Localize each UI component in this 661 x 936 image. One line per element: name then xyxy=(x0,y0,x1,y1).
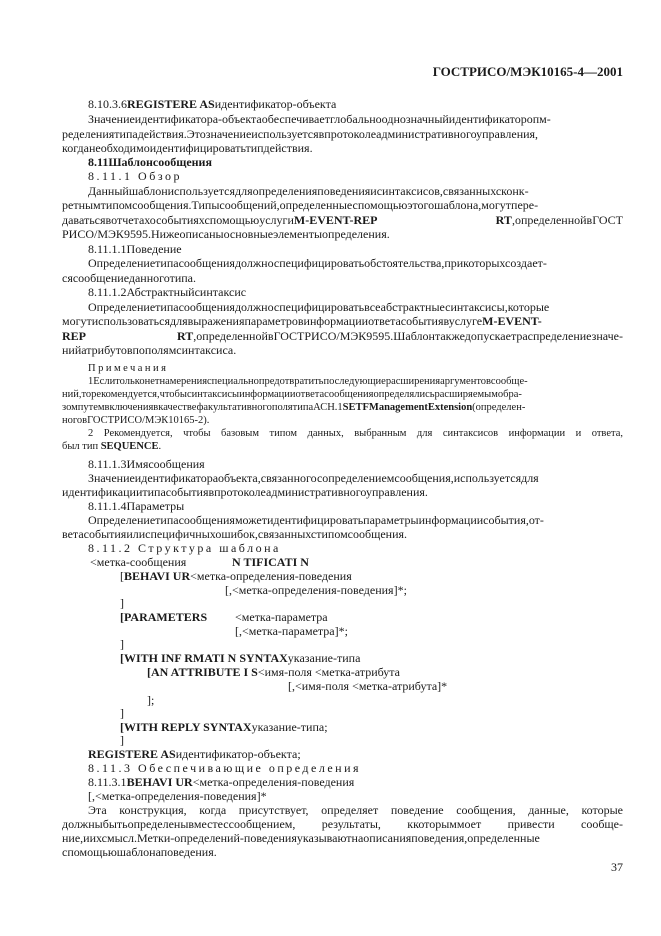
subsection-heading xyxy=(88,775,623,789)
keyword: [PARAMETERS xyxy=(120,610,208,624)
keyword: SETFManagementExtension xyxy=(342,402,473,413)
code-line: [,<метка-параметра]*; xyxy=(235,624,348,638)
subsection-heading: 8.11.1.1Поведение xyxy=(88,242,182,256)
text: . xyxy=(158,441,162,452)
keyword: M-EVENT- xyxy=(482,314,542,328)
paragraph-line: [,<метка-определения-поведения]* xyxy=(88,789,267,803)
text: <метка-параметра xyxy=(235,610,328,624)
code-line xyxy=(120,651,360,665)
notes-heading: Примечания xyxy=(88,363,169,374)
paragraph-line: сясообщениеданноготипа. xyxy=(62,271,197,285)
paragraph-line: ределениятипадействия.Этозначениеиспользуетсявпротоколеадминистративногоуправления, xyxy=(62,127,539,141)
text: (определен- xyxy=(472,402,526,413)
code-line xyxy=(120,569,352,583)
subsection-heading: 8.11.2 Структура шаблона xyxy=(88,541,281,555)
paragraph-line: идентификациитипасобытиявпротоколеадминистративногоуправления. xyxy=(62,485,428,499)
keyword: REGISTERE AS xyxy=(88,747,176,761)
keyword: N TIFICATI N xyxy=(232,555,309,569)
paragraph-line: должныбытьопределенывместессообщением, результаты, ккоторыммоет привести сообще- xyxy=(62,817,623,831)
text: даватьсявотчетахособытияхспомощьюуслуги xyxy=(62,213,294,227)
code-line xyxy=(147,665,400,679)
subsection-heading: 8.11.1.2Абстрактныйсинтаксис xyxy=(88,285,247,299)
text: <имя-поля <метка-атрибута xyxy=(257,665,400,679)
paragraph-line: ветасобытияилиспецифичныхошибок,связанныхстипомсообщения. xyxy=(62,527,408,541)
keyword: [AN ATTRIBUTE I S xyxy=(147,665,258,679)
section-heading: 8.11Шаблонсообщения xyxy=(88,155,212,169)
paragraph-line: Определениетипасообщениядолжноспецифицироватьвсеабстрактныесинтаксисы,которые xyxy=(88,300,550,314)
code-line: ] xyxy=(120,706,124,720)
code-line: ] xyxy=(120,733,124,747)
note-line xyxy=(62,401,623,414)
section-heading xyxy=(88,97,623,111)
code-line: ]; xyxy=(147,693,155,707)
text: идентификатор-объекта xyxy=(214,97,337,111)
code-line: [,<метка-определения-поведения]*; xyxy=(225,583,407,597)
paragraph-line xyxy=(62,329,623,343)
code-line: ] xyxy=(120,596,124,610)
subsection-heading: 8.11.1.3Имясообщения xyxy=(88,457,205,471)
paragraph-line: когданеобходимоидентифицироватьтипдействия. xyxy=(62,141,313,155)
note-line: ний,торекомендуется,чтобысинтаксисыинформацииответасообщенияопределялисьрасширяемымобра- xyxy=(62,389,522,400)
code-line xyxy=(88,747,301,761)
paragraph-line xyxy=(62,314,623,328)
paragraph-line: Определениетипасообщенияможетидентифицироватьпараметрыинформациисобытия,от- xyxy=(88,513,544,527)
text: <метка-определения-поведения xyxy=(192,775,355,789)
paragraph-line xyxy=(62,213,623,227)
paragraph-line: Значениеидентификатораобъекта,связанногосопределениемсообщения,используетсядля xyxy=(88,471,539,485)
text: был тип xyxy=(62,441,101,452)
paragraph-line: Эта конструкция, когда присутствует, определяет поведение сообщения, данные, которые xyxy=(88,803,623,817)
text: указание-типа xyxy=(287,651,361,665)
text: ,определеннойвГОСТРИСО/МЭК9595.Шаблонтакжедопускаетраспределениезначе- xyxy=(193,329,623,343)
note-line: ноговГОСТРИСО/МЭК10165-2). xyxy=(62,415,210,426)
paragraph-line: нийатрибутовпополямсинтаксиса. xyxy=(62,343,237,357)
text: идентификатор-объекта; xyxy=(175,747,301,761)
subsection-heading: 8.11.3 Обеспечивающие определения xyxy=(88,761,362,775)
code-line: [,<имя-поля <метка-атрибута]* xyxy=(288,679,448,693)
code-line xyxy=(120,720,328,734)
paragraph-line: ние,иихсмысл.Метки-определений-поведенияуказываютнаописанияповедения,определенные xyxy=(62,831,540,845)
text: зомпутемвключениявкачествефакультативногополятипаАСН.1 xyxy=(62,402,343,413)
text: 8.11.3.1 xyxy=(88,775,127,789)
text: 8.10.3.6 xyxy=(88,97,127,111)
code-line: ] xyxy=(120,637,124,651)
note-line: 1Еслитольконетнамеренияспециальнопредотвратитьпоследующиерасширенияаргументовсообще- xyxy=(88,376,528,387)
note-line xyxy=(62,440,623,453)
paragraph-line: ретнымтипомсообщения.Типысообщений,определенныеспомощьюэтогошаблона,могутпере- xyxy=(62,198,539,212)
paragraph-line: Данныйшаблониспользуетсядляопределенияповеденияисинтаксисов,связанныхсконк- xyxy=(88,184,529,198)
text: ,определеннойвГОСТ xyxy=(511,213,623,227)
code-line xyxy=(90,555,309,569)
paragraph-line: Значениеидентификатора-объектаобеспечиваетглобальнооднозначныйидентификаторопм- xyxy=(88,112,551,126)
code-line xyxy=(120,610,328,624)
keyword: BEHAVI UR xyxy=(126,775,193,789)
note-line: 2 Рекомендуется, чтобы базовым типом данных, выбранным для синтаксисов информации и ответа, xyxy=(88,428,623,439)
keyword: M-EVENT-REP RT xyxy=(293,213,512,227)
text: <метка-сообщения xyxy=(90,555,187,569)
paragraph-line: Определениетипасообщениядолжноспецифицироватьобстоятельства,прикоторыхсоздает- xyxy=(88,256,547,270)
text: указание-типа; xyxy=(251,720,328,734)
text: <метка-определения-поведения xyxy=(190,569,352,583)
paragraph-line: РИСО/МЭК9595.Нижеописаныосновныеэлементыопределения. xyxy=(62,227,390,241)
document-header: ГОСТРИСО/МЭК10165-4—2001 xyxy=(432,64,623,79)
keyword: REP RT xyxy=(62,329,194,343)
page-number: 37 xyxy=(611,860,623,874)
subsection-heading: 8.11.1 Обзор xyxy=(88,169,182,183)
text: могутиспользоватьсядлявыраженияпараметровинформацииответасобытиявуслуге xyxy=(62,314,483,328)
keyword: REGISTERE AS xyxy=(127,97,215,111)
text: [ xyxy=(120,569,124,583)
keyword: [WITH INF RMATI N SYNTAX xyxy=(120,651,288,665)
keyword: BEHAVI UR xyxy=(124,569,191,583)
keyword: [WITH REPLY SYNTAX xyxy=(120,720,252,734)
paragraph-line: спомощьюшаблонаповедения. xyxy=(62,845,217,859)
subsection-heading: 8.11.1.4Параметры xyxy=(88,499,185,513)
keyword: SEQUENCE xyxy=(100,441,159,452)
